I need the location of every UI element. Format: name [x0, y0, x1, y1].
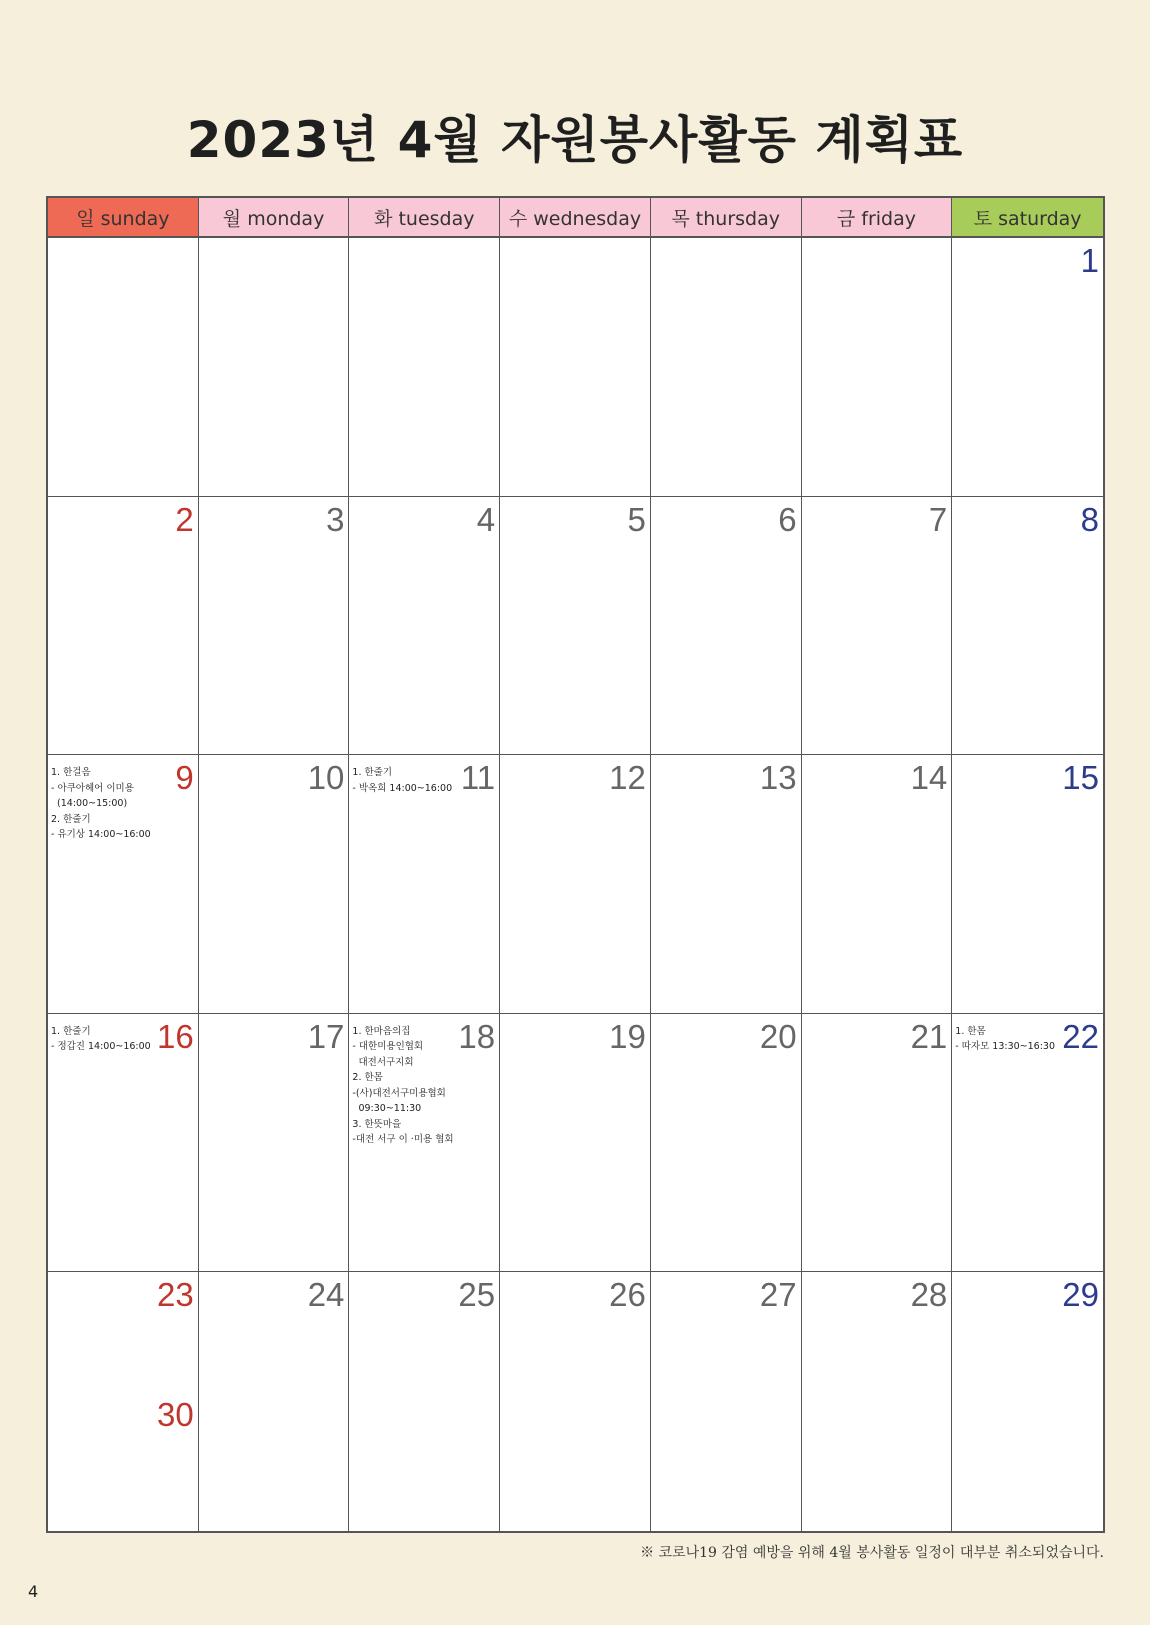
day-cell	[349, 238, 500, 497]
day-cell	[952, 497, 1103, 756]
day-cell	[349, 1014, 500, 1273]
day-number: 20	[759, 1017, 797, 1055]
day-number: 29	[1062, 1276, 1099, 1314]
day-number: 24	[307, 1276, 345, 1314]
header-monday: 월 monday	[199, 198, 350, 236]
day-number: 12	[609, 759, 646, 797]
day-number: 14	[910, 759, 948, 797]
day-cell	[651, 755, 802, 1014]
day-number: 28	[910, 1276, 948, 1314]
day-cell	[952, 1272, 1103, 1531]
event-list: 1. 한줄기 - 정갑진 14:00~16:00	[51, 1025, 151, 1053]
day-cell	[802, 1014, 953, 1273]
day-number: 21	[910, 1017, 948, 1055]
header-friday: 금 friday	[802, 198, 953, 236]
day-number: 13	[759, 759, 797, 797]
day-number: 23	[156, 1276, 194, 1314]
day-cell	[199, 1014, 350, 1273]
header-sunday: 일 sunday	[48, 198, 199, 236]
day-cell	[651, 1014, 802, 1273]
header-tuesday: 화 tuesday	[349, 198, 500, 236]
day-number: 26	[609, 1276, 646, 1314]
day-number: 6	[778, 500, 797, 538]
day-cell	[802, 497, 953, 756]
day-number: 16	[156, 1017, 194, 1055]
day-cell	[500, 755, 651, 1014]
header-saturday: 토 saturday	[952, 198, 1103, 236]
day-number: 17	[307, 1017, 345, 1055]
day-cell	[952, 238, 1103, 497]
day-number: 1	[1080, 242, 1099, 279]
event-list: 1. 한줄기 - 박옥희 14:00~16:00	[352, 767, 453, 794]
day-number: 22	[1062, 1017, 1099, 1055]
day-cell	[349, 1272, 500, 1531]
day-cell	[349, 497, 500, 756]
day-cell	[651, 497, 802, 756]
day-cell	[952, 755, 1103, 1014]
page-title: 2023년 4월 자원봉사활동 계획표	[186, 111, 964, 169]
day-cell	[199, 755, 350, 1014]
day-cell	[48, 1272, 199, 1531]
event-list: 1. 한걸음 - 아쿠아헤어 이미용 (14:00~15:00) 2. 한줄기 - 유기상 14:00~16:00	[51, 767, 151, 841]
day-number: 30	[156, 1396, 194, 1434]
day-number: 7	[928, 500, 948, 538]
day-cell	[651, 1272, 802, 1531]
day-cell	[802, 238, 953, 497]
day-number: 27	[759, 1276, 797, 1314]
header-thursday: 목 thursday	[651, 198, 802, 236]
day-cell	[48, 755, 199, 1014]
day-number: 18	[458, 1017, 496, 1055]
page-number: 4	[28, 1582, 39, 1601]
day-number: 2	[175, 500, 194, 538]
day-cell	[48, 238, 199, 497]
day-cell	[48, 1014, 199, 1273]
day-number: 5	[627, 500, 646, 538]
event-list: 1. 한마음의집 - 대한미용인협회 대전서구지회 2. 한몸 -(사)대전서구미용협회 09:30~11:30 3. 한뜻마을 -대전 서구 이 ·미용 협회	[352, 1025, 454, 1146]
day-cell	[500, 1014, 651, 1273]
day-cell	[199, 1272, 350, 1531]
day-number: 15	[1062, 759, 1099, 797]
day-cell	[500, 497, 651, 756]
day-cell	[802, 755, 953, 1014]
day-number: 9	[175, 759, 194, 797]
day-number: 4	[476, 500, 496, 538]
weekday-header-row	[48, 198, 1103, 238]
day-cell	[952, 1014, 1103, 1273]
day-cell	[199, 497, 350, 756]
day-cell	[48, 497, 199, 756]
day-cell	[199, 238, 350, 497]
footnote: ※ 코로나19 감염 예방을 위해 4월 봉사활동 일정이 대부분 취소되었습니다.	[640, 1545, 1104, 1561]
day-cell	[802, 1272, 953, 1531]
day-number: 3	[326, 500, 345, 538]
day-number: 11	[460, 759, 496, 797]
day-cell	[349, 755, 500, 1014]
header-wednesday: 수 wednesday	[500, 198, 651, 236]
day-number: 25	[458, 1276, 496, 1314]
day-number: 8	[1080, 500, 1099, 538]
calendar-table	[46, 196, 1105, 1533]
day-cell	[500, 238, 651, 497]
event-list: 1. 한몸 - 따자모 13:30~16:30	[955, 1025, 1055, 1053]
day-number: 10	[307, 759, 345, 797]
day-number: 19	[609, 1017, 646, 1055]
calendar-grid	[48, 238, 1103, 1531]
day-cell	[651, 238, 802, 497]
day-cell	[500, 1272, 651, 1531]
